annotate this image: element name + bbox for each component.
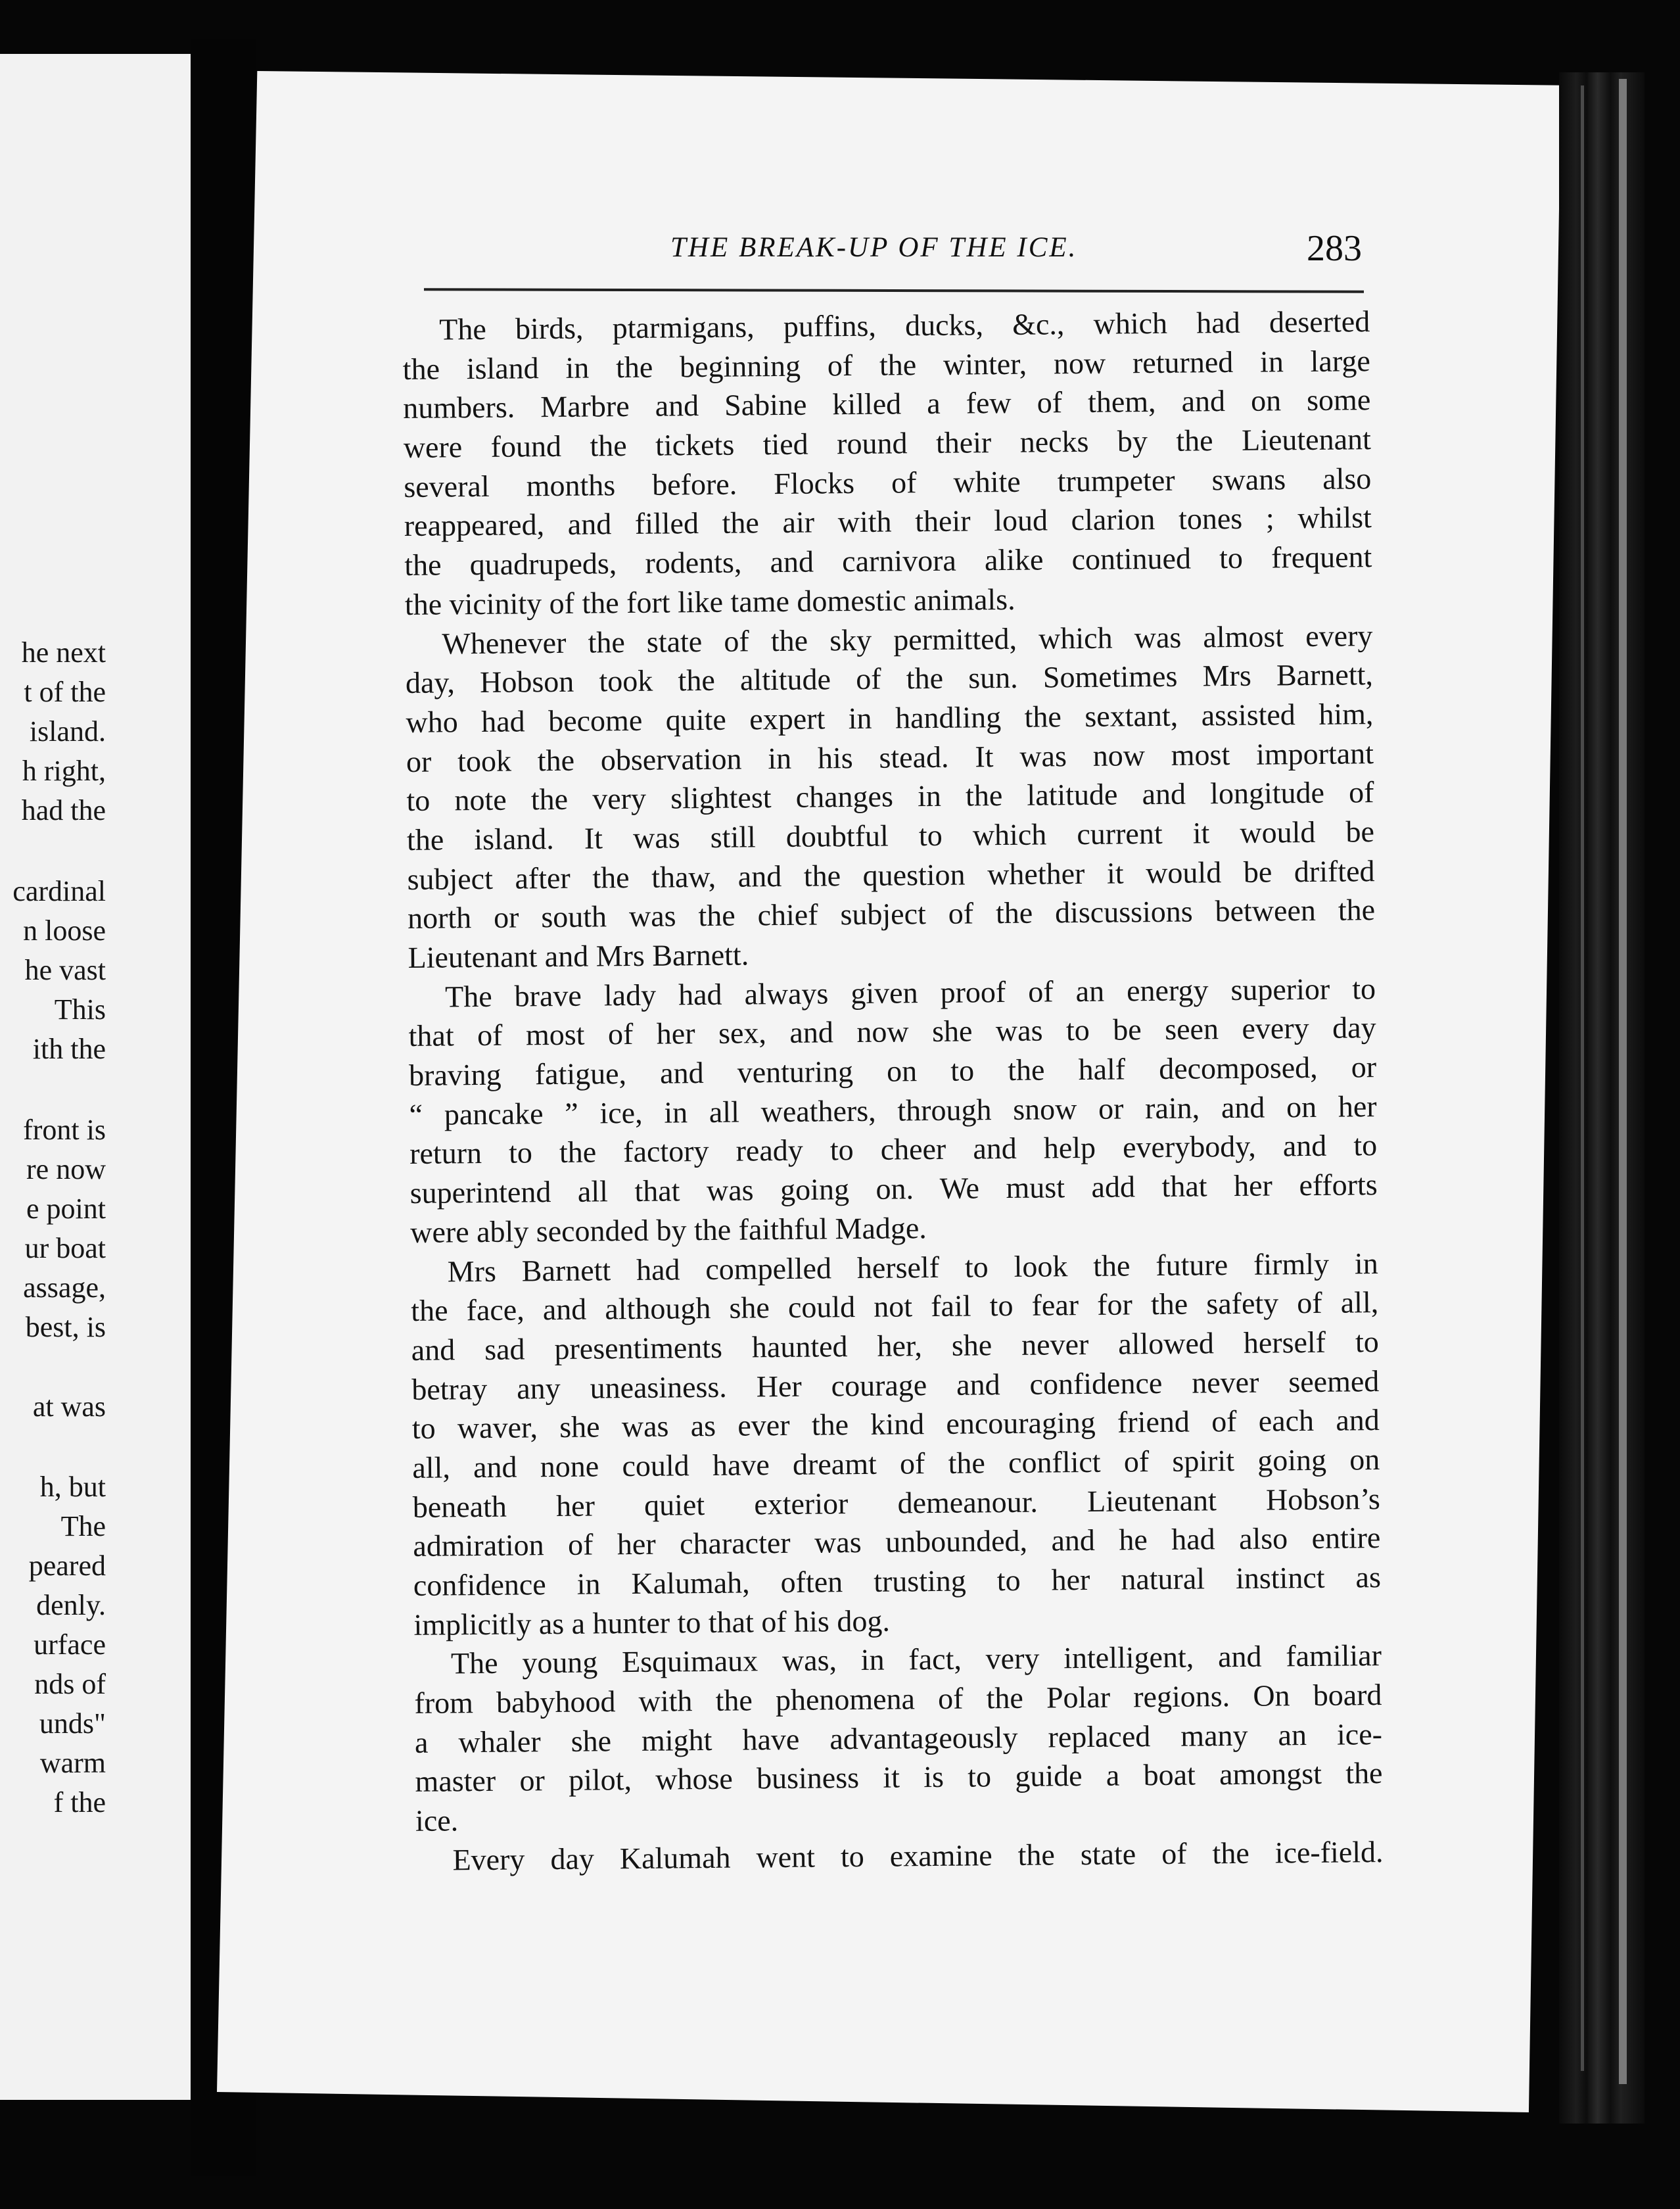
text-line: a whaler she might have advantageously replaced many an ice-: [414, 1717, 1383, 1759]
previous-page-line: n loose: [23, 914, 106, 947]
text-line: Lieutenant and Mrs Barnett.: [408, 938, 749, 974]
text-line: day, Hobson took the altitude of the sun. Sometimes Mrs Barnett,: [405, 657, 1374, 700]
text-line: “ pancake ” ice, in all weathers, through snow or rain, and on her: [409, 1089, 1377, 1131]
previous-page-line: nds of: [34, 1668, 106, 1700]
text-line: numbers. Marbre and Sabine killed a few of them, and on some: [403, 383, 1371, 425]
text-line: braving fatigue, and venturing on to the half decomposed, or: [408, 1050, 1377, 1093]
previous-page-line: he next: [21, 636, 106, 669]
text-line: superintend all that was going on. We must add that her efforts: [409, 1168, 1378, 1210]
body-text: [402, 302, 1384, 1880]
previous-page-line: island.: [29, 715, 106, 748]
previous-page-line: h right,: [22, 755, 106, 787]
previous-page-line: at was: [32, 1390, 106, 1423]
previous-page-line: urface: [34, 1628, 106, 1661]
text-line: north or south was the chief subject of the discussions between the: [407, 893, 1376, 936]
text-line: several months before. Flocks of white trumpeter swans also: [404, 461, 1372, 504]
previous-page-line: unds": [39, 1707, 106, 1740]
previous-page-line: denly.: [36, 1589, 106, 1621]
previous-page-line: front is: [23, 1114, 106, 1146]
text-line: ice.: [415, 1803, 459, 1838]
previous-page-line: This: [54, 993, 106, 1026]
text-line: admiration of her character was unbounded, and he had also entire: [413, 1521, 1381, 1563]
text-line: subject after the thaw, and the question whether it would be drifted: [407, 853, 1375, 896]
previous-page-line: best, is: [25, 1311, 106, 1343]
paragraph-first-line: Every day Kalumah went to examine the state of the ice-field.: [452, 1834, 1384, 1877]
previous-page-line: f the: [53, 1786, 106, 1818]
previous-page-line: ur boat: [24, 1232, 106, 1264]
text-line: confidence in Kalumah, often trusting to her natural instinct as: [413, 1560, 1382, 1602]
text-line: to note the very slightest changes in the latitude and longitude of: [406, 775, 1374, 818]
text-line: the island. It was still doubtful to which current it would be: [406, 815, 1375, 857]
previous-page-line: warm: [39, 1747, 106, 1779]
running-title: THE BREAK-UP OF THE ICE.: [670, 232, 1078, 263]
book-edge: [1559, 72, 1645, 2124]
previous-page-line: assage,: [23, 1271, 106, 1304]
text-line: who had become quite expert in handling the sextant, assisted him,: [406, 697, 1374, 739]
text-line: the quadrupeds, rodents, and carnivora alike continued to frequent: [404, 540, 1372, 582]
text-line: the island in the beginning of the winter, now returned in large: [402, 343, 1370, 386]
text-line: implicitly as a hunter to that of his dog.: [413, 1603, 891, 1642]
book-edge-highlight: [1619, 79, 1627, 2084]
previous-page-line: he vast: [24, 954, 106, 986]
paragraph-first-line: Mrs Barnett had compelled herself to look the future firmly in: [447, 1246, 1378, 1288]
text-line: or took the observation in his stead. It was now most important: [406, 736, 1374, 778]
text-line: all, and none could have dreamt of the conflict of spirit going on: [412, 1442, 1380, 1485]
previous-page-line: t of the: [24, 676, 106, 708]
previous-page-line: h, but: [39, 1471, 106, 1503]
previous-page-line: cardinal: [12, 875, 106, 907]
text-line: beneath her quiet exterior demeanour. Lieutenant Hobson’s: [412, 1481, 1381, 1524]
paragraph-first-line: Whenever the state of the sky permitted, which was almost every: [442, 618, 1373, 660]
paragraph-first-line: The young Esquimaux was, in fact, very intelligent, and familiar: [450, 1638, 1382, 1680]
text-line: master or pilot, whose business it is to guide a boat amongst the: [415, 1756, 1383, 1799]
text-line: return to the factory ready to cheer and help everybody, and to: [409, 1128, 1378, 1171]
paragraph-first-line: The birds, ptarmigans, puffins, ducks, &c., which had deserted: [439, 304, 1370, 346]
text-line: were ably seconded by the faithful Madge.: [410, 1210, 927, 1249]
text-line: the vicinity of the fort like tame domestic animals.: [404, 582, 1015, 621]
text-line: that of most of her sex, and now she was to be seen every day: [408, 1010, 1376, 1053]
text-line: betray any uneasiness. Her courage and confidence never seemed: [411, 1364, 1380, 1406]
text-line: the face, and although she could not fail to fear for the safety of all,: [411, 1285, 1379, 1328]
previous-page-line: re now: [26, 1153, 106, 1185]
text-line: to waver, she was as ever the kind encouraging friend of each and: [411, 1403, 1380, 1446]
previous-page-line: e point: [26, 1193, 106, 1225]
previous-page-line: had the: [21, 794, 106, 826]
text-line: were found the tickets tied round their necks by the Lieutenant: [403, 422, 1371, 465]
paragraph-first-line: The brave lady had always given proof of an energy superior to: [444, 971, 1376, 1014]
previous-page-line: ith the: [32, 1033, 106, 1065]
text-line: from babyhood with the phenomena of the Polar regions. On board: [414, 1678, 1382, 1720]
book-edge-line: [1581, 85, 1584, 2071]
text-line: reappeared, and filled the air with their loud clarion tones ; whilst: [404, 500, 1372, 543]
previous-page-line: peared: [28, 1550, 106, 1582]
previous-page-line: The: [60, 1510, 106, 1542]
page-number: 283: [1307, 228, 1362, 269]
text-line: and sad presentiments haunted her, she never allowed herself to: [411, 1324, 1379, 1367]
